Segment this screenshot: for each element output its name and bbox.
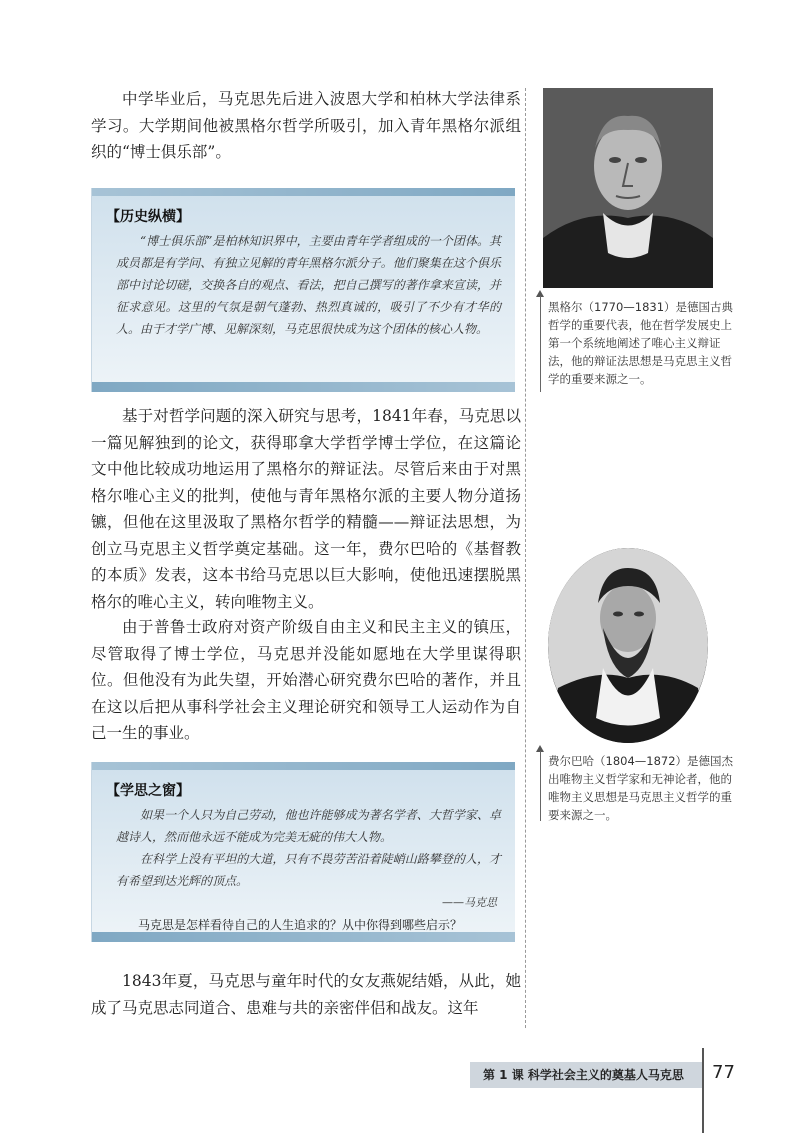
hegel-portrait (543, 88, 713, 288)
portrait-drawing (543, 88, 713, 288)
box-bottom-bar (92, 382, 515, 392)
box-text (116, 230, 501, 340)
feuerbach-caption: 费尔巴哈（1804—1872）是德国杰出唯物主义哲学家和无神论者，他的唯物主义思想是马克思主义哲学的重要来源之一。 (548, 754, 734, 822)
box-top-bar (92, 188, 515, 196)
page-number: 77 (712, 1062, 735, 1083)
box-bottom-bar (92, 932, 515, 942)
box-title: 【历史纵横】 (106, 209, 190, 225)
history-box (91, 188, 515, 392)
feuerbach-portrait (548, 548, 708, 743)
paragraph-4: 1843年夏，马克思与童年时代的女友燕妮结婚，从此，她成了马克思志同道合、患难与共的亲密伴侣和战友。这年 (91, 972, 521, 1017)
paragraph-2: 基于对哲学问题的深入研究与思考，1841年春，马克思以一篇见解独到的论文，获得耶拿大学哲学博士学位，在这篇论文中他比较成功地运用了黑格尔的辩证法。尽管后来由于对黑格尔唯心主义的批判，使他与青年黑格尔派的主要人物分道扬镳，但他在这里汲取了黑格尔哲学的精髓——辩证法思想，为创立马克思主义哲学奠定基础。这一年，费尔巴哈的《基督教的本质》发表，这本书给马克思以巨大影响，使他迅速摆脱黑格尔的唯心主义，转向唯物主义。 (91, 407, 521, 611)
quote-2: 在科学上没有平坦的大道，只有不畏劳苦沿着陡峭山路攀登的人，才有希望到达光辉的顶点。 (116, 852, 501, 888)
caption-line (540, 296, 541, 392)
quote-signature: ——马克思 (442, 896, 497, 909)
box-paragraph: “博士俱乐部”是柏林知识界中，主要由青年学者组成的一个团体。其成员都是有学问、有独立见解的青年黑格尔派分子。他们聚集在这个俱乐部中讨论切磋，交换各自的观点、看法，把自己撰写的著作拿来宣读，并征求意见。这里的气氛是朝气蓬勃、热烈真诚的，吸引了不少有才华的人。由于才学广博、见解深刻，马克思很快成为这个团体的核心人物。 (116, 234, 501, 336)
quote-1: 如果一个人只为自己劳动，他也许能够成为著名学者、大哲学家、卓越诗人，然而他永远不能成为完美无疵的伟大人物。 (116, 808, 501, 844)
hegel-caption: 黑格尔（1770—1831）是德国古典哲学的重要代表，他在哲学发展史上第一个系统地阐述了唯心主义辩证法，他的辩证法思想是马克思主义哲学的重要来源之一。 (548, 300, 734, 386)
paragraph-1: 中学毕业后，马克思先后进入波恩大学和柏林大学法律系学习。大学期间他被黑格尔哲学所吸引，加入青年黑格尔派组织的“博士俱乐部”。 (91, 90, 521, 161)
box-top-bar (92, 762, 515, 770)
portrait-drawing (548, 548, 708, 743)
box-text (116, 804, 501, 892)
paragraph-3: 由于普鲁士政府对资产阶级自由主义和民主主义的镇压，尽管取得了博士学位，马克思并没能如愿地在大学里谋得职位。但他没有为此失望，开始潜心研究费尔巴哈的著作，并且在这以后把从事科学社会主义理论研究和领导工人运动作为自己一生的事业。 (91, 618, 521, 742)
box-question: 马克思是怎样看待自己的人生追求的？从中你得到哪些启示？ (138, 918, 463, 932)
column-divider (525, 88, 526, 1028)
footer-separator (702, 1048, 704, 1133)
study-box (91, 762, 515, 942)
caption-line (540, 751, 541, 821)
box-title: 【学思之窗】 (106, 783, 190, 799)
lesson-title: 第 1 课 科学社会主义的奠基人马克思 (483, 1068, 684, 1082)
